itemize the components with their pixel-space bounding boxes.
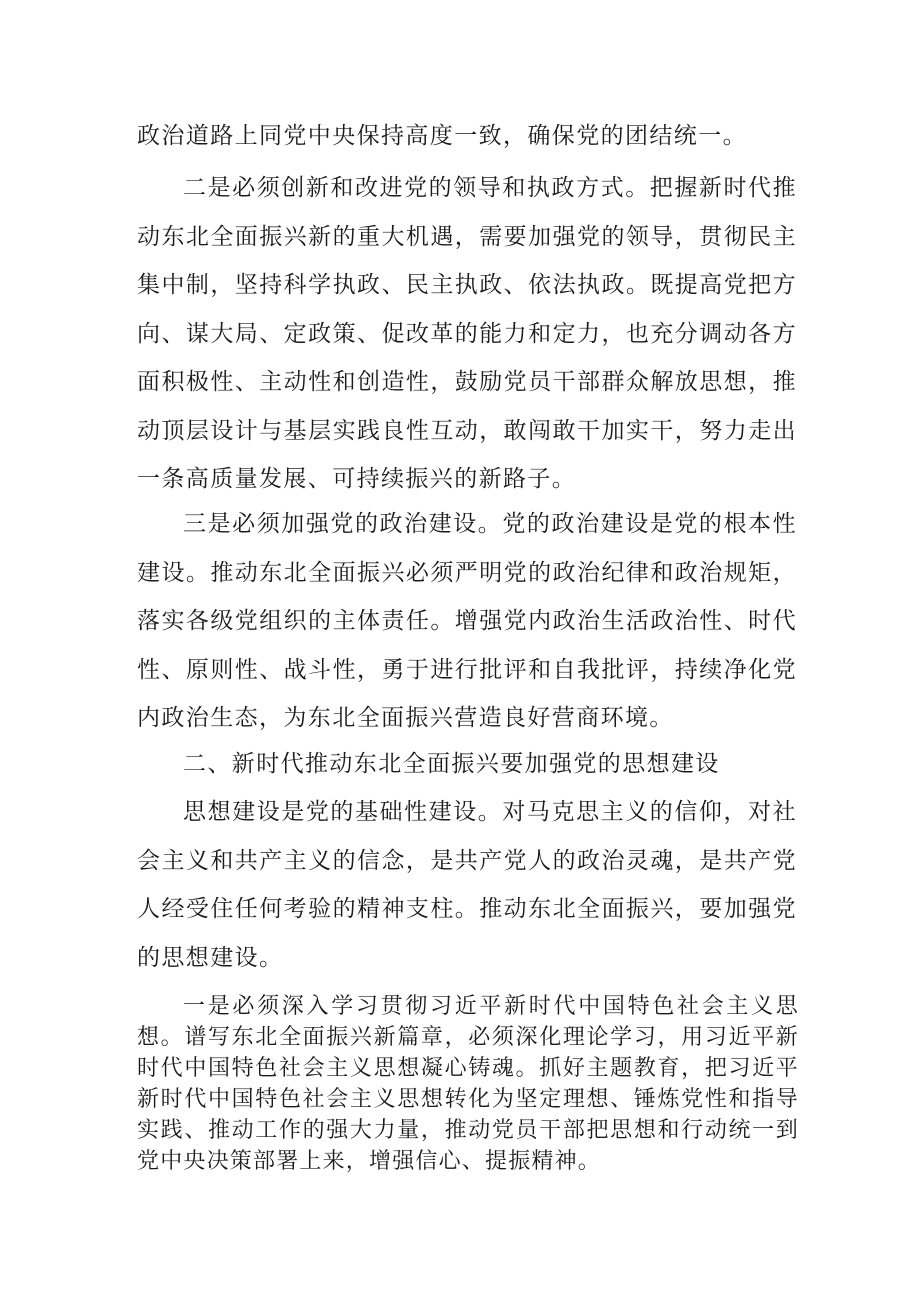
paragraph-ideological-foundation: 思想建设是党的基础性建设。对马克思主义的信仰，对社会主义和共产主义的信念，是共产党人的政治灵魂，是共产党人经受住任何考验的精神支柱。推动东北全面振兴，要加强党的思想建设。	[137, 799, 797, 971]
paragraph-leadership-methods: 二是必须创新和改进党的领导和执政方式。把握新时代推动东北全面振兴新的重大机遇，需要加强党的领导，贯彻民主集中制，坚持科学执政、民主执政、依法执政。既提高党把方向、谋大局、定政策、促改革的能力和定力，也充分调动各方面积极性、主动性和创造性，鼓励党员干部群众解放思想，推动顶层设计与基层实践良性互动，敢闯敢干加实干，努力走出一条高质量发展、可持续振兴的新路子。	[137, 175, 797, 492]
paragraph-continuation: 政治道路上同党中央保持高度一致，确保党的团结统一。	[137, 123, 747, 149]
paragraph-political-building: 三是必须加强党的政治建设。党的政治建设是党的根本性建设。推动东北全面振兴必须严明党的政治纪律和政治规矩，落实各级党组织的主体责任。增强党内政治生活政治性、时代性、原则性、战斗性，勇于进行批评和自我批评，持续净化党内政治生态，为东北全面振兴营造良好营商环境。	[137, 511, 797, 731]
paragraph-study-xi-thought: 一是必须深入学习贯彻习近平新时代中国特色社会主义思想。谱写东北全面振兴新篇章，必须深化理论学习，用习近平新时代中国特色社会主义思想凝心铸魂。抓好主题教育，把习近平新时代中国特色社会主义思想转化为坚定理想、锤炼党性和指导实践、推动工作的强大力量，推动党员干部把思想和行动统一到党中央决策部署上来，增强信心、提振精神。	[137, 994, 799, 1174]
section-heading-ideological-building: 二、新时代推动东北全面振兴要加强党的思想建设	[183, 751, 720, 777]
